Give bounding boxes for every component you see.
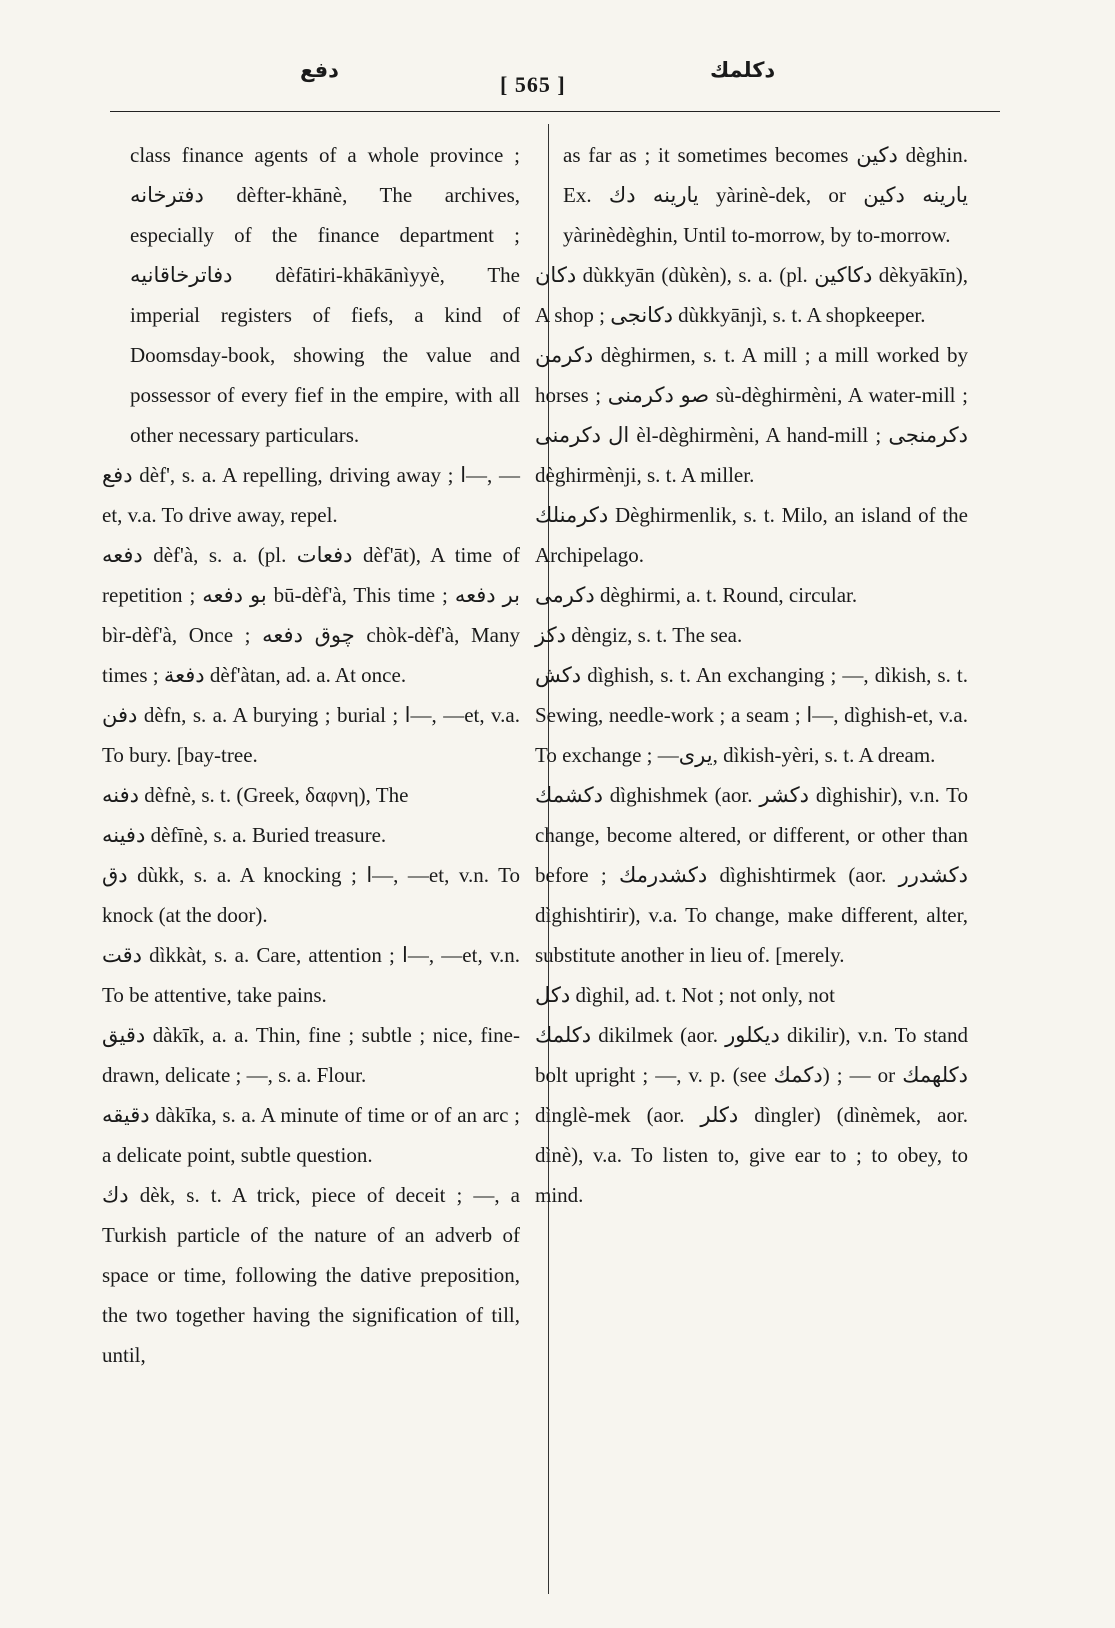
dictionary-entry: دكشمك dìghishmek (aor. دكشر dìghishir), v.n. To change, become altered, or different, or other than before ; دكشدرمك dìghishtirmek (aor. دكشدرر dìghishtirir), v.a. To change, make different, alter, substitute another in lieu of. [merely. [535, 783, 968, 967]
dictionary-entry: دكرمن dèghirmen, s. t. A mill ; a mill worked by horses ; صو دكرمنى sù-dèghirmèni, A water-mill ; ال دكرمنى èl-dèghirmèni, A hand-mill ; دكرمنجى dèghirmènji, s. t. A miller. [535, 343, 969, 487]
dictionary-entry: دفن dèfn, s. a. A burying ; burial ; ا—, —et, v.a. To bury. [bay-tree. [102, 703, 520, 767]
dictionary-entry: دكرمى dèghirmi, a. t. Round, circular. [535, 583, 858, 607]
dictionary-entry: دكرمنلك Dèghirmenlik, s. t. Milo, an island of the Archipelago. [535, 503, 968, 567]
dictionary-entry: دفنه dèfnè, s. t. (Greek, δαφνη), The [102, 783, 409, 807]
header-rule [110, 111, 1000, 112]
dictionary-entry: دكلمك dikilmek (aor. ديكلور dikilir), v.n. To stand bolt upright ; —, v. p. (see دكمك) ; — or دكلهمك dìnglè-mek (aor. دكلر dìngler) (dìnèmek, aor. dìnè), v.a. To listen to, give ear to ; to obey, to mind. [535, 1023, 969, 1207]
page-header [110, 58, 995, 112]
dictionary-entry: class finance agents of a whole province ; دفترخانه dèfter-khānè, The archives, especially of the finance department ; دفاترخاقانيه dèfātiri-khākānìyyè, The imperial registers of fiefs, a kind of Doomsday-book, showing the value and possessor of every fief in the empire, with all other necessary particulars. [130, 143, 520, 447]
dictionary-entry: دفع dèf', s. a. A repelling, driving away ; ا—, —et, v.a. To drive away, repel. [102, 463, 520, 527]
dictionary-entry: دقيق dàkīk, a. a. Thin, fine ; subtle ; nice, fine-drawn, delicate ; —, s. a. Flour. [102, 1023, 520, 1087]
dictionary-entry: دكل dìghil, ad. t. Not ; not only, not [535, 983, 835, 1007]
dictionary-entry: دق dùkk, s. a. A knocking ; ا—, —et, v.n. To knock (at the door). [102, 863, 520, 927]
header-right-word: دكلمك [710, 58, 776, 82]
left-column [102, 135, 521, 1375]
dictionary-entry: دكان dùkkyān (dùkèn), s. a. (pl. دكاكين dèkyākīn), A shop ; دكانجى dùkkyānjì, s. t. A shopkeeper. [535, 263, 968, 327]
right-column [535, 135, 969, 1215]
dictionary-entry: دكش dìghish, s. t. An exchanging ; —, dìkish, s. t. Sewing, needle-work ; a seam ; ا—, dìghish-et, v.a. To exchange ; —يرى, dìkish-yèri, s. t. A dream. [535, 663, 968, 767]
dictionary-entry: دقيقه dàkīka, s. a. A minute of time or of an arc ; a delicate point, subtle question. [102, 1103, 520, 1167]
dictionary-entry: دفينه dèfīnè, s. a. Buried treasure. [102, 823, 387, 847]
header-left-word: دفع [300, 58, 339, 82]
dictionary-entry: دقت dìkkàt, s. a. Care, attention ; ا—, —et, v.n. To be attentive, take pains. [102, 943, 520, 1007]
dictionary-entry: دك dèk, s. t. A trick, piece of deceit ; —, a Turkish particle of the nature of an adverb of space or time, following the dative preposition, the two together having the signification of till, until, [102, 1183, 520, 1367]
dictionary-entry: as far as ; it sometimes becomes دكين dèghin. Ex. يارينه دك yàrinè-dek, or يارينه دكين yàrinèdèghin, Until to-morrow, by to-morrow. [563, 143, 969, 247]
page-number: [ 565 ] [500, 72, 566, 97]
dictionary-entry: دفعه dèf'à, s. a. (pl. دفعات dèf'āt), A time of repetition ; بو دفعه bū-dèf'à, This time ; بر دفعه bìr-dèf'à, Once ; چوق دفعه chòk-dèf'à, Many times ; دفعة dèf'àtan, ad. a. At once. [102, 543, 521, 687]
dictionary-entry: دكز dèngiz, s. t. The sea. [535, 623, 743, 647]
